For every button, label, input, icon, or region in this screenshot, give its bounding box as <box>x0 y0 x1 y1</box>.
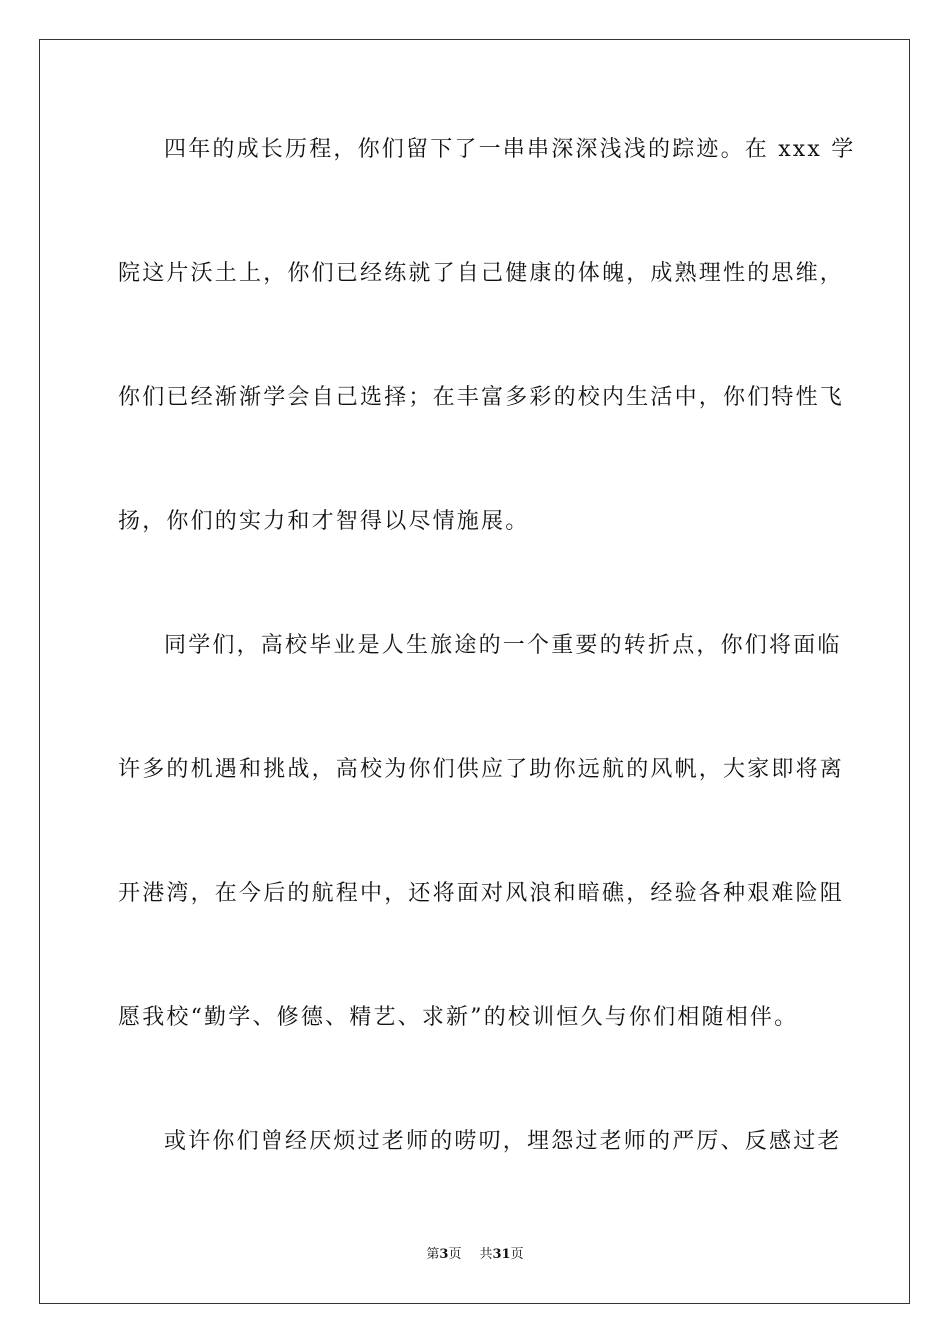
text-line-6: 许多的机遇和挑战，高校为你们供应了助你远航的风帆，大家即将离 <box>118 757 845 782</box>
page-number: 3 <box>439 1247 449 1262</box>
text-line-3: 你们已经渐渐学会自己选择；在丰富多彩的校内生活中，你们特性飞 <box>118 385 845 410</box>
page-suffix: 页 <box>448 1247 462 1262</box>
total-prefix: 共 <box>479 1247 493 1262</box>
text-line-7: 开港湾，在今后的航程中，还将面对风浪和暗礁，经验各种艰难险阻 <box>118 881 845 906</box>
text-line-1: 四年的成长历程，你们留下了一串串深深浅浅的踪迹。在 xxx 学 <box>164 137 856 162</box>
total-pages: 31 <box>492 1247 511 1262</box>
text-line-4: 扬，你们的实力和才智得以尽情施展。 <box>118 509 530 534</box>
text-line-8: 愿我校“勤学、修德、精艺、求新”的校训恒久与你们相随相伴。 <box>118 1005 799 1030</box>
total-suffix: 页 <box>510 1247 524 1262</box>
text-line-2: 院这片沃土上，你们已经练就了自己健康的体魄，成熟理性的思维， <box>118 261 845 286</box>
page-prefix: 第 <box>426 1247 440 1262</box>
text-line-5: 同学们，高校毕业是人生旅途的一个重要的转折点，你们将面临 <box>164 633 842 658</box>
text-line-9: 或许你们曾经厌烦过老师的唠叨，埋怨过老师的严厉、反感过老 <box>164 1129 842 1154</box>
page-border <box>39 39 910 1304</box>
page-footer <box>0 1246 950 1264</box>
